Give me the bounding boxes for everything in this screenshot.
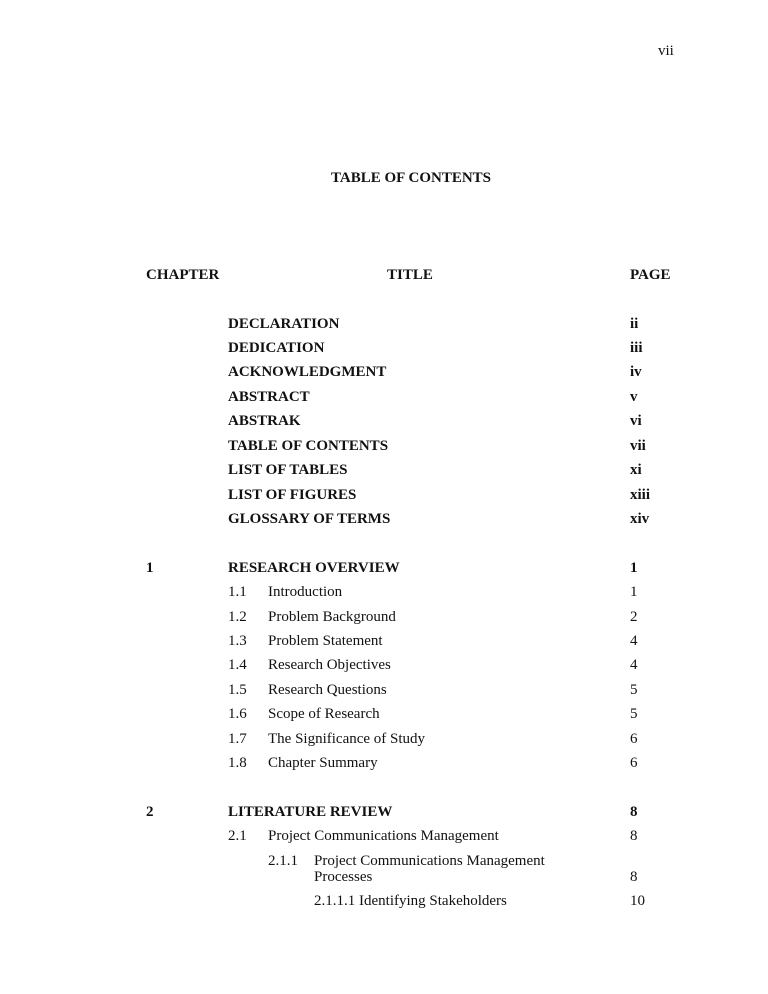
section-number: 1.2 xyxy=(228,609,247,625)
section-page: 10 xyxy=(630,893,645,909)
chapter-title: LITERATURE REVIEW xyxy=(228,804,393,820)
section-number: 1.3 xyxy=(228,633,247,649)
toc-entry-page: iv xyxy=(630,364,642,380)
section-1-4[interactable] xyxy=(0,657,768,677)
toc-entry-abstrak[interactable] xyxy=(0,413,768,433)
toc-entry-label: GLOSSARY OF TERMS xyxy=(228,511,391,527)
section-1-8[interactable] xyxy=(0,755,768,775)
section-number: 1.8 xyxy=(228,755,247,771)
page-title: TABLE OF CONTENTS xyxy=(330,170,492,186)
section-label: Research Objectives xyxy=(268,657,391,673)
section-1-7[interactable] xyxy=(0,731,768,751)
section-label: Scope of Research xyxy=(268,706,380,722)
section-page: 6 xyxy=(630,731,638,747)
toc-entry-label: TABLE OF CONTENTS xyxy=(228,438,389,454)
section-1-6[interactable] xyxy=(0,706,768,726)
section-1-1[interactable] xyxy=(0,584,768,604)
section-label xyxy=(314,853,545,885)
chapter-page: 8 xyxy=(630,804,638,820)
section-number: 2.1 xyxy=(228,828,247,844)
toc-entry-label: ACKNOWLEDGMENT xyxy=(228,364,387,380)
section-label: Problem Background xyxy=(268,609,396,625)
section-number: 1.1 xyxy=(228,584,247,600)
section-2-1-1-1[interactable] xyxy=(0,893,768,913)
section-1-5[interactable] xyxy=(0,682,768,702)
section-page: 5 xyxy=(630,682,638,698)
toc-entry-page: v xyxy=(630,389,638,405)
section-page: 5 xyxy=(630,706,638,722)
toc-entry-abstract[interactable] xyxy=(0,389,768,409)
toc-entry-page: xi xyxy=(630,462,642,478)
section-label: Introduction xyxy=(268,584,343,600)
section-2-1-1[interactable] xyxy=(0,853,768,889)
toc-entry-page: ii xyxy=(630,316,639,332)
section-number: 2.1.1 xyxy=(268,853,298,869)
toc-entry-label: ABSTRAK xyxy=(228,413,301,429)
toc-entry-label: LIST OF TABLES xyxy=(228,462,348,478)
toc-entry-acknowledgment[interactable] xyxy=(0,364,768,384)
chapter-1-heading[interactable] xyxy=(0,560,768,580)
chapter-2-heading[interactable] xyxy=(0,804,768,824)
toc-entry-label: DEDICATION xyxy=(228,340,325,356)
toc-entry-list-of-tables[interactable] xyxy=(0,462,768,482)
section-1-3[interactable] xyxy=(0,633,768,653)
section-number: 1.6 xyxy=(228,706,247,722)
section-number: 1.4 xyxy=(228,657,247,673)
toc-entry-label: DECLARATION xyxy=(228,316,340,332)
toc-entry-label: ABSTRACT xyxy=(228,389,310,405)
section-page: 1 xyxy=(630,584,638,600)
section-1-2[interactable] xyxy=(0,609,768,629)
toc-entry-page: vi xyxy=(630,413,642,429)
column-header-chapter: CHAPTER xyxy=(146,267,220,283)
toc-entry-page: xiii xyxy=(630,487,651,503)
chapter-number: 1 xyxy=(146,560,154,576)
section-label: Project Communications Management xyxy=(268,828,499,844)
section-page: 4 xyxy=(630,633,638,649)
section-page: 4 xyxy=(630,657,638,673)
page-number: vii xyxy=(658,43,674,59)
toc-entry-label: LIST OF FIGURES xyxy=(228,487,357,503)
chapter-title: RESEARCH OVERVIEW xyxy=(228,560,400,576)
toc-entry-page: iii xyxy=(630,340,643,356)
toc-entry-dedication[interactable] xyxy=(0,340,768,360)
section-label: The Significance of Study xyxy=(268,731,426,747)
section-page: 8 xyxy=(630,828,638,844)
section-page: 2 xyxy=(630,609,638,625)
toc-entry-glossary[interactable] xyxy=(0,511,768,531)
column-header-page: PAGE xyxy=(630,267,671,283)
toc-entry-page: xiv xyxy=(630,511,650,527)
section-page: 8 xyxy=(630,869,638,885)
column-header-title: TITLE xyxy=(387,267,433,283)
section-label: 2.1.1.1 Identifying Stakeholders xyxy=(314,893,507,909)
toc-entry-list-of-figures[interactable] xyxy=(0,487,768,507)
section-label: Problem Statement xyxy=(268,633,383,649)
section-label: Chapter Summary xyxy=(268,755,378,771)
section-label-line2: Processes xyxy=(314,869,373,885)
section-label-line1: Project Communications Management xyxy=(314,853,545,869)
toc-entry-page: vii xyxy=(630,438,646,454)
section-page: 6 xyxy=(630,755,638,771)
section-2-1[interactable] xyxy=(0,828,768,848)
chapter-number: 2 xyxy=(146,804,154,820)
chapter-page: 1 xyxy=(630,560,638,576)
section-number: 1.7 xyxy=(228,731,247,747)
section-label: Research Questions xyxy=(268,682,387,698)
toc-entry-declaration[interactable] xyxy=(0,316,768,336)
toc-entry-table-of-contents[interactable] xyxy=(0,438,768,458)
section-number: 1.5 xyxy=(228,682,247,698)
